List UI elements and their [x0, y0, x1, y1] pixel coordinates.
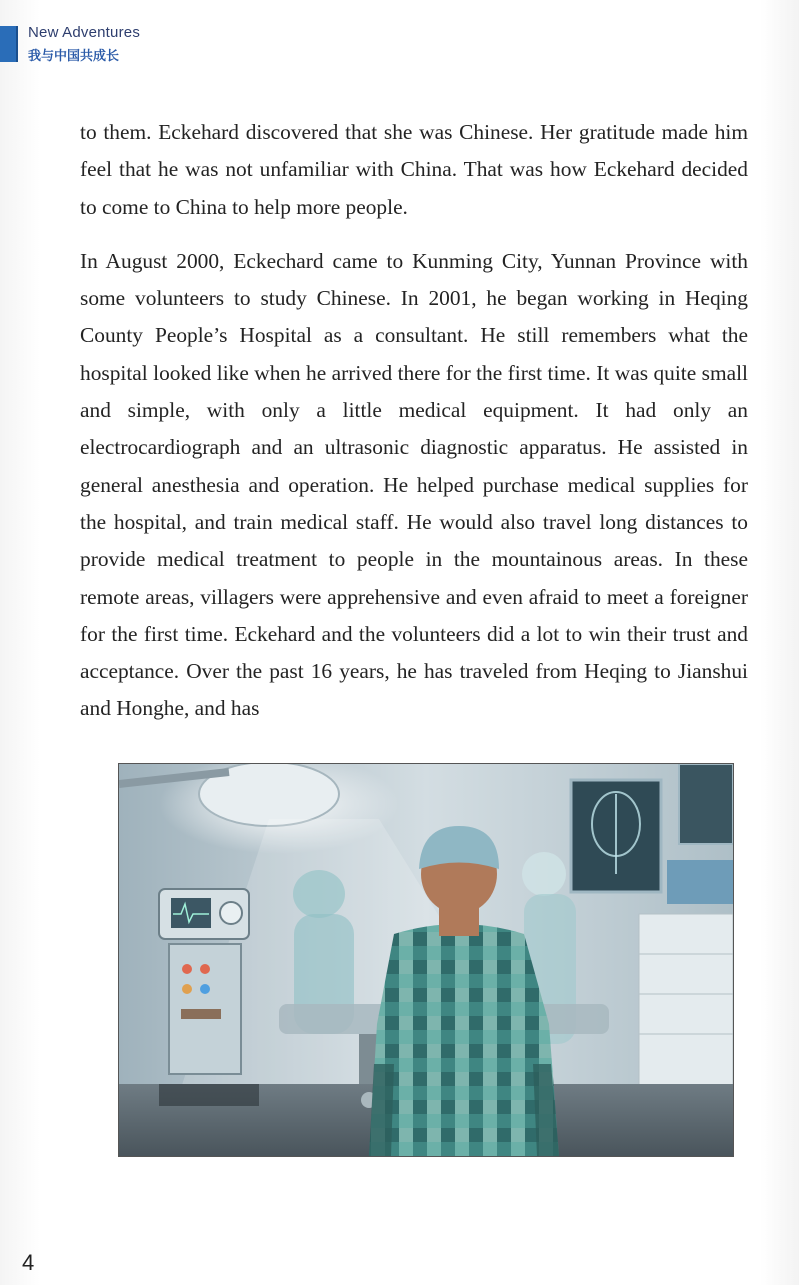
series-title: New Adventures [28, 24, 141, 41]
page-number: 4 [22, 1250, 35, 1275]
operating-room-scene [119, 764, 733, 1156]
storage-cabinet [639, 914, 733, 1094]
xray-viewer-2 [679, 764, 733, 844]
surgeon-2 [522, 852, 566, 896]
surgeon-1 [293, 870, 345, 918]
wall-monitor [667, 860, 733, 904]
doctor-plaid-shirt [369, 924, 559, 1156]
monitor-screen [171, 898, 211, 928]
body-text [80, 114, 748, 728]
paragraph-1: to them. Eckehard discovered that she was Chinese. Her gratitude made him feel that he was not unfamiliar with China. That was how Eckehard decided to come to China to help more people. [80, 120, 748, 219]
series-subtitle: 我与中国共成长 [28, 49, 120, 64]
header-color-tab [0, 26, 18, 62]
paragraph-2: In August 2000, Eckechard came to Kunming City, Yunnan Province with some volunteers to study Chinese. In 2001, he began working in Heqing County People’s Hospital as a consultant. He still remembers what the hospital looked like when he arrived there for the first time. It was quite small and simple, with only a little medical equipment. It had only an electrocardiograph and an ultrasonic diagnostic apparatus. He assisted in general anesthesia and operation. He helped purchase medical supplies for the hospital, and train medical staff. He would also travel long distances to provide medical treatment to people in the mountainous areas. In these remote areas, villagers were apprehensive and even afraid to meet a foreigner for the first time. Eckehard and the volunteers did a lot to win their trust and acceptance. Over the past 16 years, he has traveled from Heqing to Jianshui and Honghe, and has [80, 248, 748, 721]
hospital-illustration [118, 763, 734, 1157]
